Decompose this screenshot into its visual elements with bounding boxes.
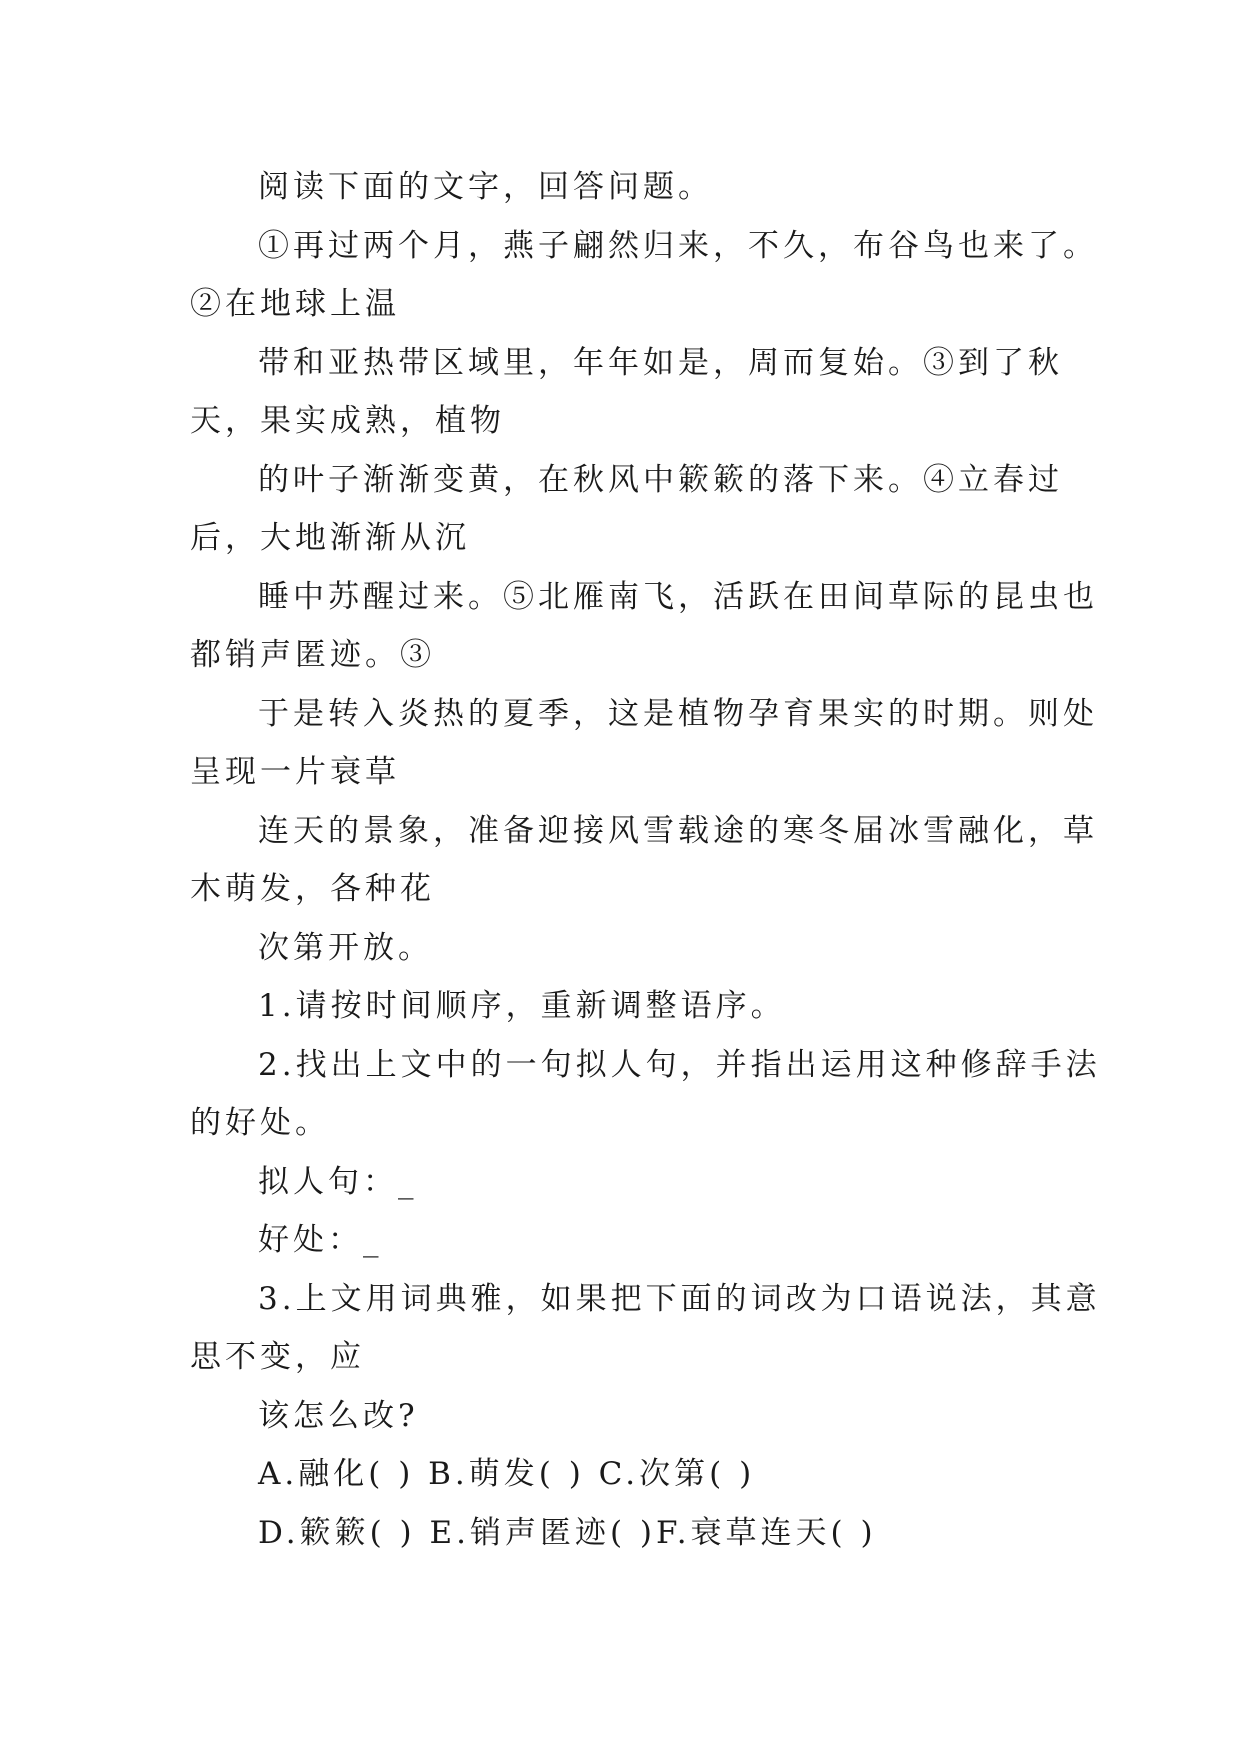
text-line-passage: 次第开放。 — [258, 929, 433, 966]
text-line-passage: ②在地球上温 — [190, 286, 400, 322]
question-3-continued: 该怎么改? — [258, 1397, 419, 1434]
text-line-passage: 连天的景象，准备迎接风雪载途的寒冬届冰雪融化，草 — [258, 812, 1098, 849]
question-2: 2.找出上文中的一句拟人句，并指出运用这种修辞手法 — [258, 1046, 1101, 1083]
text-line-passage: 木萌发，各种花 — [190, 871, 435, 907]
options-row-1: A.融化( ) B.萌发( ) C.次第( ) — [258, 1456, 756, 1492]
text-line-passage: 于是转入炎热的夏季，这是植物孕育果实的时期。则处 — [258, 695, 1098, 732]
text-line-passage: 天，果实成熟，植物 — [190, 403, 505, 439]
answer-blank-personification: 拟人句：_ — [258, 1163, 418, 1200]
document-body — [190, 158, 1101, 1562]
question-1: 1.请按时间顺序，重新调整语序。 — [258, 988, 786, 1024]
text-line-passage: 的叶子渐渐变黄，在秋风中簌簌的落下来。④立春过 — [258, 461, 1063, 498]
question-2-continued: 的好处。 — [190, 1105, 330, 1141]
text-line-intro: 阅读下面的文字，回答问题。 — [258, 169, 713, 205]
options-row-2: D.簌簌( ) E.销声匿迹( )F.衰草连天( ) — [258, 1514, 877, 1551]
question-3: 3.上文用词典雅，如果把下面的词改为口语说法，其意 — [258, 1280, 1101, 1317]
text-line-passage: 带和亚热带区域里，年年如是，周而复始。③到了秋 — [258, 344, 1063, 381]
answer-blank-benefit: 好处：_ — [258, 1222, 383, 1258]
text-line-passage: 睡中苏醒过来。⑤北雁南飞，活跃在田间草际的昆虫也 — [258, 578, 1098, 615]
question-3-continued: 思不变，应 — [190, 1339, 365, 1375]
text-line-passage: ①再过两个月，燕子翩然归来，不久，布谷鸟也来了。 — [258, 227, 1098, 264]
text-line-passage: 都销声匿迹。③ — [190, 637, 435, 673]
text-line-passage: 呈现一片衰草 — [190, 754, 400, 790]
text-line-passage: 后，大地渐渐从沉 — [190, 520, 470, 556]
